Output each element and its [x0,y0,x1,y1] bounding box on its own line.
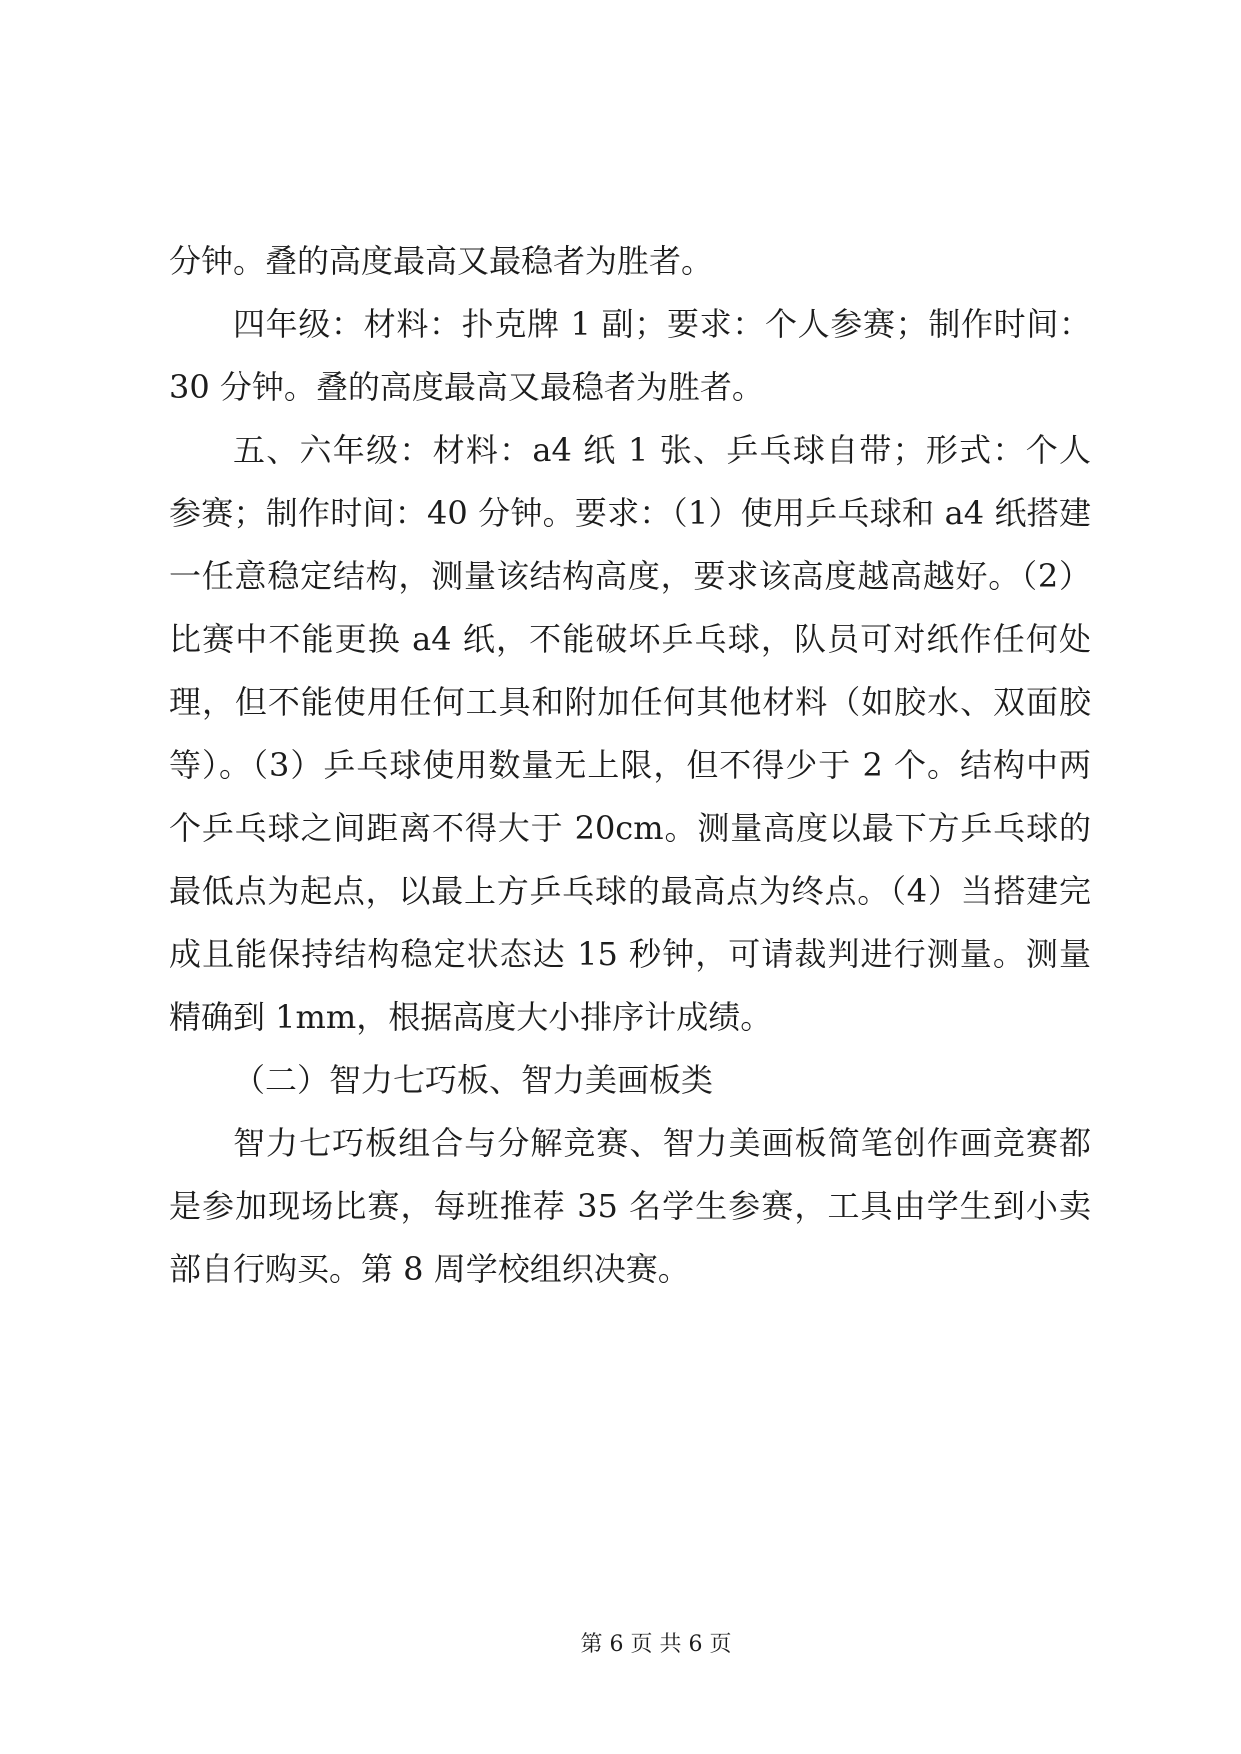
section-heading [169,1049,1091,1112]
paragraph-line: 成且能保持结构稳定状态达 15 秒钟，可请裁判进行测量。测量 [169,935,1091,973]
paragraph [169,293,1091,419]
paragraph-line: 比赛中不能更换 a4 纸，不能破坏乒乓球，队员可对纸作任何处 [169,620,1091,658]
paragraph-line: 分钟。叠的高度最高又最稳者为胜者。 [169,242,714,280]
document-body [169,230,1091,1301]
paragraph-line: 精确到 1mm，根据高度大小排序计成绩。 [169,998,773,1036]
paragraph-line: 等）。（3）乒乓球使用数量无上限，但不得少于 2 个。结构中两 [169,746,1091,784]
paragraph-line: 一任意稳定结构，测量该结构高度，要求该高度越高越好。（2） [169,557,1091,595]
paragraph [169,230,1091,293]
paragraph-line: 四年级：材料：扑克牌 1 副；要求：个人参赛；制作时间： [233,305,1091,343]
paragraph-line: 部自行购买。第 8 周学校组织决赛。 [169,1250,690,1288]
paragraph-line: 智力七巧板组合与分解竞赛、智力美画板简笔创作画竞赛都 [233,1124,1091,1162]
paragraph-line: 是参加现场比赛，每班推荐 35 名学生参赛，工具由学生到小卖 [169,1187,1091,1225]
paragraph [169,419,1091,1049]
paragraph-line: 30 分钟。叠的高度最高又最稳者为胜者。 [169,368,764,406]
paragraph-line: 五、六年级：材料：a4 纸 1 张、乒乓球自带；形式：个人 [233,431,1091,469]
paragraph-line: 理，但不能使用任何工具和附加任何其他材料（如胶水、双面胶 [169,683,1091,721]
page-number-footer: 第 6 页 共 6 页 [580,1632,732,1657]
paragraph-line: 最低点为起点，以最上方乒乓球的最高点为终点。（4）当搭建完 [169,872,1091,910]
paragraph-line: 参赛；制作时间：40 分钟。要求：（1）使用乒乓球和 a4 纸搭建 [169,494,1091,532]
paragraph [169,1112,1091,1301]
section-heading-text: （二）智力七巧板、智力美画板类 [233,1061,714,1099]
paragraph-line: 个乒乓球之间距离不得大于 20cm。测量高度以最下方乒乓球的 [169,809,1091,847]
